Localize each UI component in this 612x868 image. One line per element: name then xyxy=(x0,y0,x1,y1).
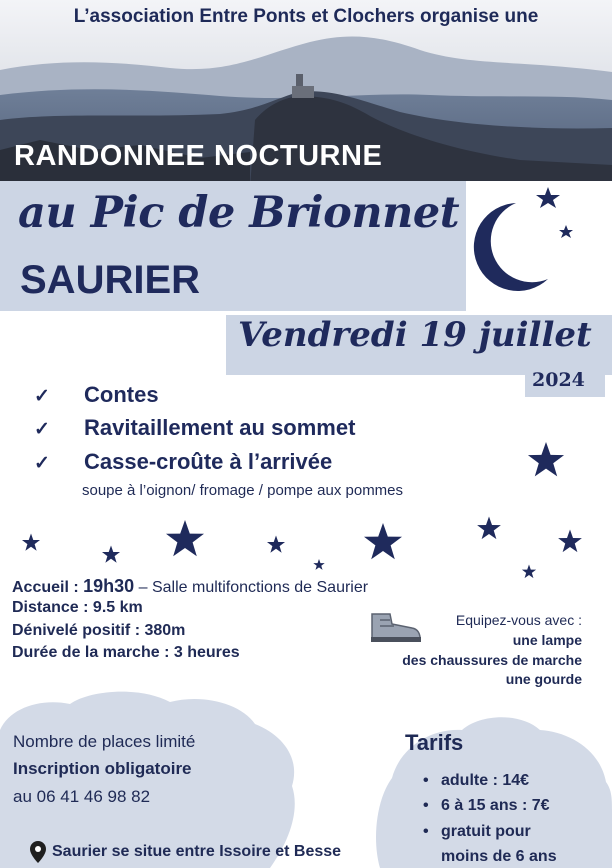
organizer-line: L’association Entre Ponts et Clochers organise une xyxy=(73,6,539,27)
star-icon xyxy=(528,442,564,476)
accueil-label: Accueil : xyxy=(12,579,84,596)
star-icon xyxy=(522,565,536,579)
accueil-place: – Salle multifonctions de Saurier xyxy=(134,579,369,596)
tarif-item xyxy=(423,848,557,866)
tarif-item xyxy=(423,772,529,790)
menu-details: soupe à l’oignon/ fromage / pompe aux pommes xyxy=(82,482,404,499)
feature-label: Casse-croûte à l’arrivée xyxy=(84,449,333,474)
equipment-item: une lampe xyxy=(512,632,582,648)
accueil-time: 19h30 xyxy=(83,576,135,596)
moon-panel xyxy=(466,181,612,311)
tarifs-title: Tarifs xyxy=(405,730,464,755)
star-icon xyxy=(364,523,402,559)
equipment-item: des chaussures de marche xyxy=(402,652,582,668)
equipment-intro: Equipez-vous avec : xyxy=(455,612,582,628)
feature-label: Ravitaillement au sommet xyxy=(84,415,356,440)
tarif-item xyxy=(423,823,531,841)
check-icon: ✓ xyxy=(34,386,50,407)
distance-line: Distance : 9.5 km xyxy=(12,599,143,616)
star-icon xyxy=(267,536,285,553)
tarif-label: moins de 6 ans xyxy=(441,848,557,865)
event-year: 2024 xyxy=(532,369,585,391)
phone-number: au 06 41 46 98 82 xyxy=(13,787,151,806)
hiking-boot-icon xyxy=(368,612,424,644)
tarif-item xyxy=(423,797,550,815)
star-field xyxy=(0,430,612,585)
event-date: Vendredi 19 juillet xyxy=(238,315,592,355)
location-title: au Pic de Brionnet xyxy=(18,188,460,238)
tarif-label: gratuit pour xyxy=(441,823,531,840)
tarif-label: 6 à 15 ans : 7€ xyxy=(441,797,550,814)
star-icon xyxy=(558,530,582,553)
equipment-item: une gourde xyxy=(505,671,582,687)
location-pin-icon xyxy=(30,841,46,863)
duration-line: Durée de la marche : 3 heures xyxy=(12,644,240,661)
star-icon xyxy=(536,187,560,208)
star-icon xyxy=(102,546,120,563)
check-icon: ✓ xyxy=(34,453,50,474)
feature-label: Contes xyxy=(84,382,159,407)
feature-item xyxy=(34,382,159,408)
star-icon xyxy=(559,225,573,238)
accueil-line xyxy=(12,576,368,597)
bullet-icon: • xyxy=(423,823,429,840)
village-title: SAURIER xyxy=(20,258,201,302)
elevation-line: Dénivelé positif : 380m xyxy=(12,622,186,639)
bullet-icon: • xyxy=(423,797,429,814)
bullet-icon: • xyxy=(423,772,429,789)
tarif-label: adulte : 14€ xyxy=(441,772,530,789)
moon-icon xyxy=(466,181,612,311)
star-icon xyxy=(166,520,204,556)
check-icon: ✓ xyxy=(34,419,50,440)
registration-required: Inscription obligatoire xyxy=(13,759,192,778)
location-note: Saurier se situe entre Issoire et Besse xyxy=(52,843,342,860)
star-icon xyxy=(477,517,501,540)
event-title: RANDONNEE NOCTURNE xyxy=(14,140,383,172)
places-limited: Nombre de places limité xyxy=(13,732,196,751)
star-icon xyxy=(313,559,324,570)
star-icon xyxy=(22,534,40,551)
